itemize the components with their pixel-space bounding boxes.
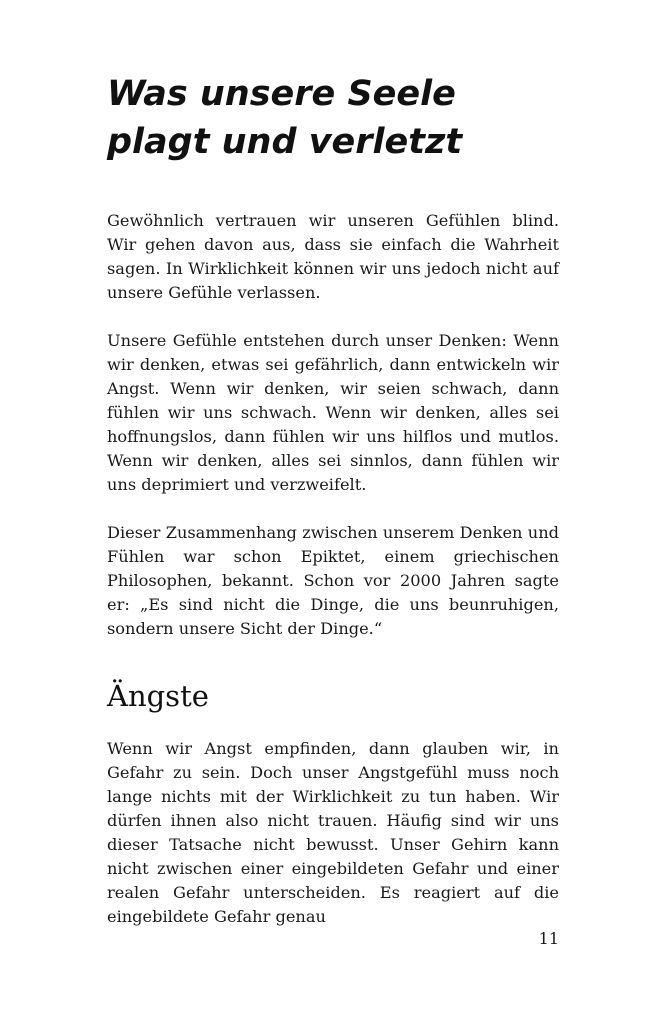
chapter-title: Was unsere Seele plagt und verletzt — [107, 74, 463, 162]
page-number: 11 — [538, 929, 559, 948]
paragraph-1: Gewöhnlich vertrauen wir unseren Gefühlen blind. Wir gehen davon aus, dass sie einfach die Wahrheit sagen. In Wirklichkeit können wir uns jedoch nicht auf unsere Gefühle verlassen. — [107, 211, 559, 302]
paragraph-2: Unsere Gefühle entstehen durch unser Denken: Wenn wir denken, etwas sei gefährlich, dann entwickeln wir Angst. Wenn wir denken, wir seien schwach, dann fühlen wir uns schwach. Wenn wir denken, alles sei hoffnungslos, dann fühlen wir uns hilflos und mutlos. Wenn wir denken, alles sei sinnlos, dann fühlen wir uns deprimiert und verzweifelt. — [107, 331, 559, 494]
section-paragraph: Wenn wir Angst empfinden, dann glauben wir, in Gefahr zu sein. Doch unser Angstgefühl muss noch lange nichts mit der Wirklichkeit zu tun haben. Wir dürfen ihnen also nicht trauen. Häufig sind wir uns dieser Tatsache nicht bewusst. Unser Gehirn kann nicht zwischen einer eingebildeten Gefahr und einer realen Gefahr unterscheiden. Es reagiert auf die eingebildete Gefahr genau — [107, 739, 559, 926]
paragraph-3: Dieser Zusammenhang zwischen unserem Denken und Fühlen war schon Epiktet, einem griechischen Philosophen, bekannt. Schon vor 2000 Jahren sagte er: „Es sind nicht die Dinge, die uns beunruhigen, sondern unsere Sicht der Dinge.“ — [107, 523, 559, 638]
section-heading: Ängste — [107, 679, 209, 713]
